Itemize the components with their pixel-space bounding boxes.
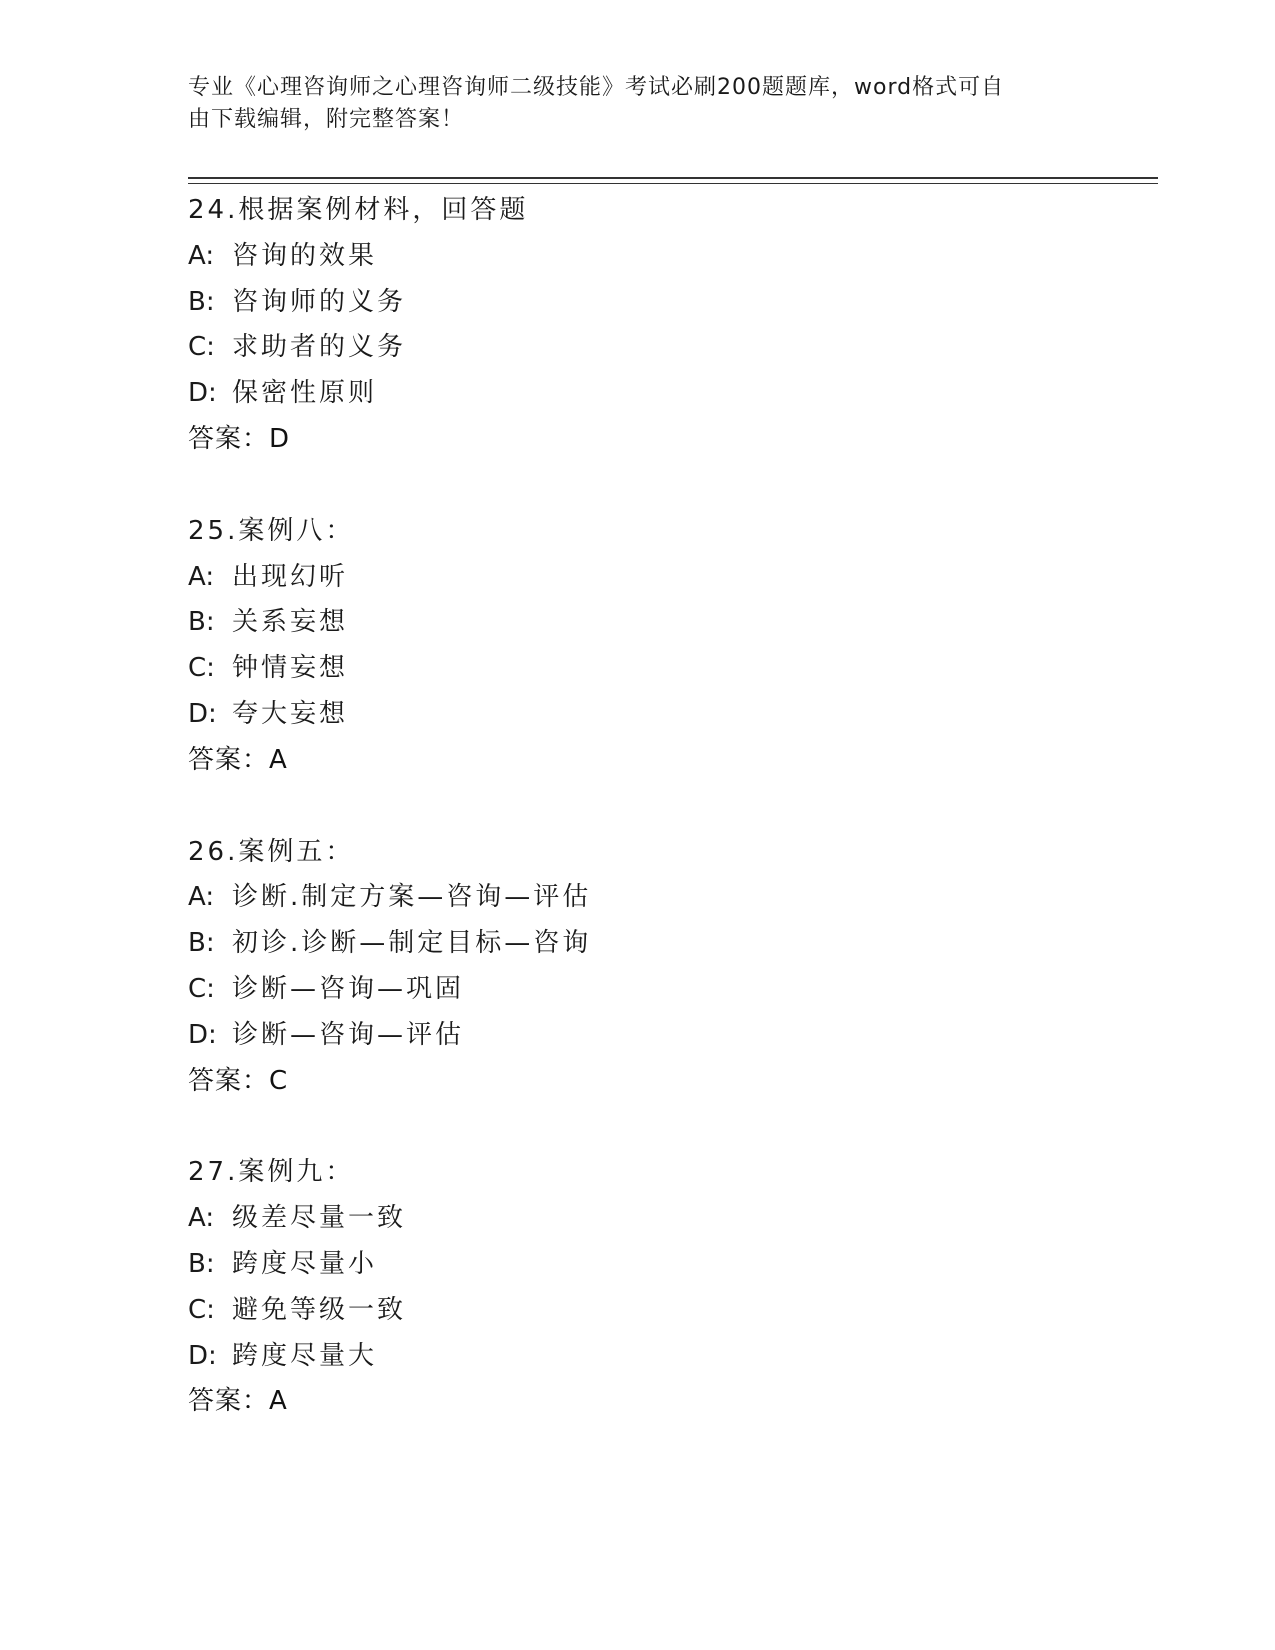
option-text: 跨度尽量小 [232, 1248, 378, 1279]
option-key: D: [188, 1340, 217, 1371]
option-c [188, 325, 1148, 371]
option-d [188, 692, 1148, 738]
option-a [188, 1196, 1148, 1242]
option-key: C: [188, 1294, 215, 1325]
option-text: 出现幻听 [232, 561, 349, 592]
question-list [188, 188, 1148, 1471]
option-a [188, 555, 1148, 601]
option-text: 诊断—咨询—巩固 [232, 973, 465, 1004]
question-stem: 24.根据案例材料，回答题 [188, 195, 529, 225]
answer-value: C [269, 1065, 288, 1096]
option-key: C: [188, 973, 215, 1004]
option-b [188, 921, 1148, 967]
answer-line [188, 738, 1148, 784]
option-text: 夸大妄想 [232, 698, 349, 729]
answer-line [188, 417, 1148, 463]
answer-line [188, 1059, 1148, 1105]
option-key: D: [188, 378, 217, 409]
option-text: 保密性原则 [232, 378, 378, 409]
option-text: 求助者的义务 [232, 332, 407, 363]
answer-value: A [269, 744, 287, 775]
option-text: 初诊.诊断—制定目标—咨询 [232, 928, 592, 959]
header-line-1: 专业《心理咨询师之心理咨询师二级技能》考试必刷200题题库，word格式可自 [188, 75, 1005, 100]
header-divider-thick [188, 177, 1158, 179]
option-key: D: [188, 1019, 217, 1050]
question-block [188, 830, 1148, 1105]
answer-label: 答案： [188, 744, 270, 775]
option-d [188, 371, 1148, 417]
option-c [188, 967, 1148, 1013]
document-header [188, 72, 1068, 136]
option-key: C: [188, 653, 215, 684]
option-a [188, 875, 1148, 921]
option-text: 咨询的效果 [232, 240, 378, 271]
option-key: A: [188, 561, 215, 592]
option-key: B: [188, 1248, 215, 1279]
header-divider-thin [188, 183, 1158, 184]
option-key: B: [188, 286, 215, 317]
option-key: C: [188, 332, 215, 363]
option-d [188, 1334, 1148, 1380]
option-text: 跨度尽量大 [232, 1340, 378, 1371]
option-b [188, 1242, 1148, 1288]
answer-label: 答案： [188, 1386, 270, 1417]
option-b [188, 600, 1148, 646]
answer-value: A [269, 1386, 287, 1417]
question-block [188, 1150, 1148, 1425]
question-stem: 25.案例八： [188, 515, 355, 546]
option-key: A: [188, 1203, 215, 1234]
header-line-2: 由下载编辑，附完整答案！ [188, 107, 465, 132]
question-stem: 26.案例五： [188, 836, 355, 867]
option-key: B: [188, 928, 215, 959]
question-stem: 27.案例九： [188, 1157, 355, 1188]
answer-label: 答案： [188, 423, 270, 454]
option-text: 诊断—咨询—评估 [232, 1019, 465, 1050]
option-text: 咨询师的义务 [232, 286, 407, 317]
option-a [188, 234, 1148, 280]
question-block [188, 188, 1148, 463]
option-text: 钟情妄想 [232, 653, 349, 684]
answer-value: D [269, 423, 290, 454]
option-key: B: [188, 607, 215, 638]
option-c [188, 1288, 1148, 1334]
option-text: 级差尽量一致 [232, 1203, 407, 1234]
option-key: A: [188, 240, 215, 271]
question-block [188, 509, 1148, 784]
answer-label: 答案： [188, 1065, 270, 1096]
option-c [188, 646, 1148, 692]
option-text: 避免等级一致 [232, 1294, 407, 1325]
option-key: D: [188, 698, 217, 729]
option-key: A: [188, 882, 215, 913]
option-text: 关系妄想 [232, 607, 349, 638]
option-text: 诊断.制定方案—咨询—评估 [232, 882, 592, 913]
answer-line [188, 1379, 1148, 1425]
option-d [188, 1013, 1148, 1059]
option-b [188, 280, 1148, 326]
